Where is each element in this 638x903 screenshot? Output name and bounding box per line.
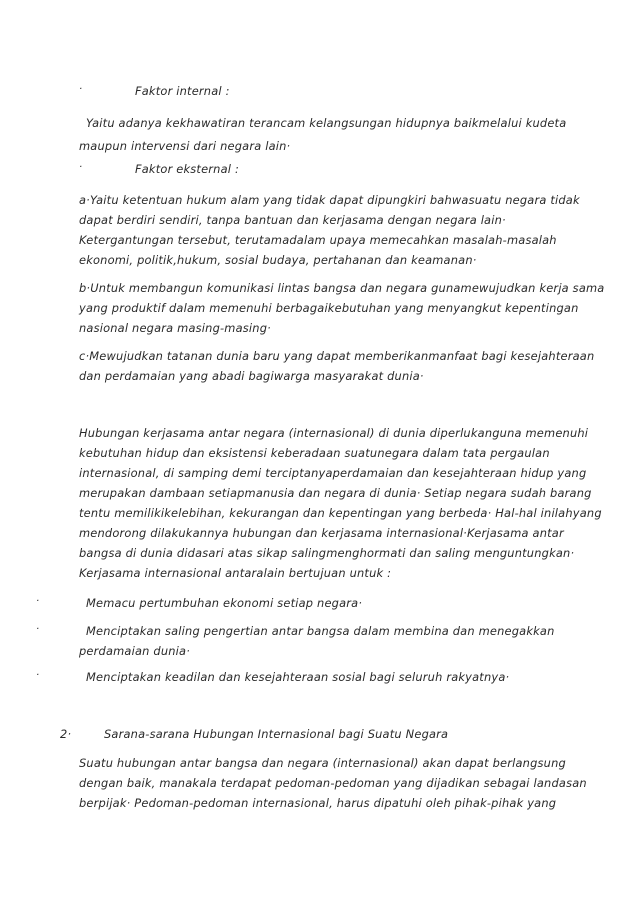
paragraph-line-8: Kerjasama internasional antaralain bertujuan untuk : bbox=[79, 566, 392, 580]
section-2-line-3: berpijak· Pedoman-pedoman internasional, harus dipatuhi oleh pihak-pihak yang bbox=[79, 796, 557, 810]
goal-1-line-1: Memacu pertumbuhan ekonomi setiap negara· bbox=[86, 596, 363, 610]
goal-2-line-1: Menciptakan saling pengertian antar bangsa dalam membina dan menegakkan bbox=[86, 624, 555, 638]
point-b-line-3: nasional negara masing-masing· bbox=[79, 321, 271, 335]
section-2-heading: Sarana-sarana Hubungan Internasional bagi Suatu Negara bbox=[104, 727, 449, 741]
paragraph-line-7: bangsa di dunia didasari atas sikap salingmenghormati dan saling menguntungkan· bbox=[79, 546, 575, 560]
goal-bullet-2: · bbox=[36, 624, 40, 635]
goal-2-line-2: perdamaian dunia· bbox=[79, 644, 191, 658]
internal-line-2: maupun intervensi dari negara lain· bbox=[79, 139, 291, 153]
paragraph-line-5: tentu memilikikelebihan, kekurangan dan kepentingan yang berbeda· Hal-hal inilahyang bbox=[79, 506, 602, 520]
point-c-line-2: dan perdamaian yang abadi bagiwarga masyarakat dunia· bbox=[79, 369, 424, 383]
paragraph-line-6: mendorong dilakukannya hubungan dan kerjasama internasional·Kerjasama antar bbox=[79, 526, 564, 540]
paragraph-line-4: merupakan dambaan setiapmanusia dan negara di dunia· Setiap negara sudah barang bbox=[79, 486, 592, 500]
point-a-line-4: ekonomi, politik,hukum, sosial budaya, pertahanan dan keamanan· bbox=[79, 253, 477, 267]
paragraph-line-1: Hubungan kerjasama antar negara (internasional) di dunia diperlukanguna memenuhi bbox=[79, 426, 589, 440]
paragraph-line-3: internasional, di samping demi terciptanyaperdamaian dan kesejahteraan hidup yang bbox=[79, 466, 587, 480]
point-a-line-1: a·Yaitu ketentuan hukum alam yang tidak dapat dipungkiri bahwasuatu negara tidak bbox=[79, 193, 580, 207]
section-2-line-1: Suatu hubungan antar bangsa dan negara (internasional) akan dapat berlangsung bbox=[79, 756, 566, 770]
goal-3-line-1: Menciptakan keadilan dan kesejahteraan sosial bagi seluruh rakyatnya· bbox=[86, 670, 510, 684]
goal-bullet-1: · bbox=[36, 596, 40, 607]
internal-heading: Faktor internal : bbox=[135, 84, 230, 98]
point-b-line-1: b·Untuk membangun komunikasi lintas bangsa dan negara gunamewujudkan kerja sama bbox=[79, 281, 605, 295]
point-a-line-2: dapat berdiri sendiri, tanpa bantuan dan kerjasama dengan negara lain· bbox=[79, 213, 506, 227]
bullet-external: · bbox=[79, 162, 83, 173]
section-2-line-2: dengan baik, manakala terdapat pedoman-pedoman yang dijadikan sebagai landasan bbox=[79, 776, 587, 790]
external-heading: Faktor eksternal : bbox=[135, 162, 239, 176]
point-b-line-2: yang produktif dalam memenuhi berbagaikebutuhan yang menyangkut kepentingan bbox=[79, 301, 579, 315]
goal-bullet-3: · bbox=[36, 670, 40, 681]
section-2-number: 2· bbox=[60, 727, 72, 741]
point-c-line-1: c·Mewujudkan tatanan dunia baru yang dapat memberikanmanfaat bagi kesejahteraan bbox=[79, 349, 595, 363]
point-a-line-3: Ketergantungan tersebut, terutamadalam upaya memecahkan masalah-masalah bbox=[79, 233, 557, 247]
paragraph-line-2: kebutuhan hidup dan eksistensi keberadaan suatunegara dalam tata pergaulan bbox=[79, 446, 550, 460]
bullet-internal: · bbox=[79, 84, 83, 95]
internal-line-1: Yaitu adanya kekhawatiran terancam kelangsungan hidupnya baikmelalui kudeta bbox=[86, 116, 567, 130]
